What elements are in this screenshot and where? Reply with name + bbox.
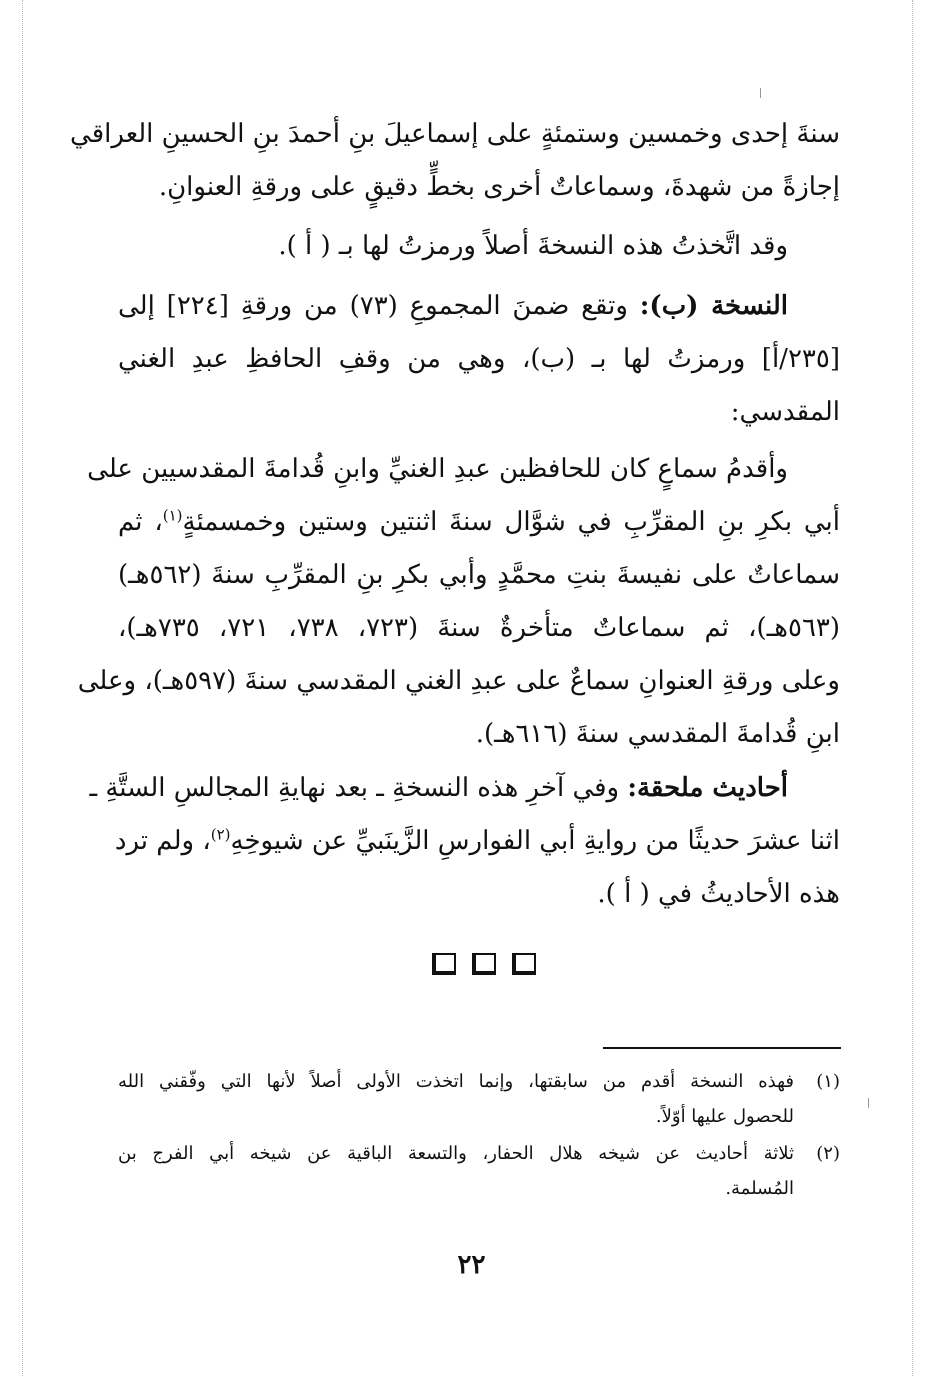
page-number: ٢٢ (457, 1250, 486, 1280)
scan-mark-side (868, 1098, 869, 1108)
ornament-square-icon (472, 953, 496, 975)
paragraph-5-line-2 (114, 815, 840, 868)
paragraph-3-line-3: المقدسي: (730, 397, 840, 427)
footnote-ref-1[interactable]: (١) (162, 506, 183, 525)
paragraph-1-line-1: سنةَ إحدى وخمسين وستمئةٍ على إسماعيلَ بنِ أحمدَ بنِ الحسينِ العراقي (70, 119, 840, 149)
footnote-1-line-2: للحصول عليها أوّلاً. (655, 1106, 794, 1127)
paragraph-3-lead: النسخة (ب): (639, 291, 789, 321)
paragraph-4-line-2 (118, 496, 840, 549)
footnote-2-line-1: ثلاثة أحاديث عن شيخه هلال الحفار، والتسعة الباقية عن شيخه أبي الفرج بن (118, 1143, 794, 1164)
footnote-body (118, 1136, 794, 1206)
ornament-square-icon (512, 953, 536, 975)
footnote-2-line-2: المُسلمة. (725, 1178, 794, 1199)
footnote-ref-2[interactable]: (٢) (210, 825, 231, 844)
footnote-2 (118, 1136, 840, 1206)
paragraph-1-line-2: إجازةً من شهدةَ، وسماعاتٌ أخرى بخطٍّ دقيقٍ على ورقةِ العنوانِ. (158, 172, 840, 202)
paragraph-4 (77, 443, 841, 761)
scan-margin-left (22, 0, 24, 1376)
footnote-1-line-1: فهذه النسخة أقدم من سابقتها، وإنما اتخذت الأولى أصلاً لأنها التي وفّقني الله (118, 1071, 794, 1092)
paragraph-4-line-2-end: ، ثم (118, 507, 163, 537)
paragraph-4-line-1: وأقدمُ سماعٍ كان للحافظين عبدِ الغنيِّ وابنِ قُدامةَ المقدسيين على (87, 454, 788, 484)
paragraph-4-line-4: (٥٦٣هـ)، ثم سماعاتٌ متأخرةٌ سنةَ (٧٢٣، ٧٣٨، ٧٢١، ٧٣٥هـ)، (118, 613, 841, 643)
footnote-number: (٢) (816, 1143, 840, 1164)
paragraph-4-line-5: وعلى ورقةِ العنوانِ سماعٌ على عبدِ الغني المقدسي سنةَ (٥٩٧هـ)، وعلى (77, 666, 840, 696)
footnote-separator (603, 1047, 841, 1049)
section-divider-ornament (432, 953, 536, 981)
paragraph-3-line-1-text: وتقع ضمنَ المجموعِ (٧٣) من ورقةِ [٢٢٤] إلى (118, 291, 640, 321)
paragraph-3-line-1 (118, 280, 840, 333)
paragraph-4-line-3: سماعاتٌ على نفيسةَ بنتِ محمَّدٍ وأبي بكرِ بنِ المقرِّبِ سنةَ (٥٦٢هـ) (118, 560, 840, 590)
ornament-square-icon (432, 953, 456, 975)
footnote-number: (١) (816, 1071, 840, 1092)
scan-mark-top (760, 88, 761, 98)
paragraph-4-line-6: ابنِ قُدامةَ المقدسي سنةَ (٦١٦هـ). (475, 719, 840, 749)
footnote-body (118, 1064, 794, 1134)
footnotes (118, 1064, 840, 1208)
paragraph-1 (70, 108, 840, 214)
paragraph-2-line-1: وقد اتَّخذتُ هذه النسخةَ أصلاً ورمزتُ لها بـ ( أ ). (278, 231, 788, 261)
paragraph-5-line-1 (89, 762, 840, 815)
paragraph-2 (118, 220, 840, 273)
paragraph-5-lead: أحاديث ملحقة: (627, 773, 788, 803)
paragraph-5-line-3: هذه الأحاديثُ في ( أ ). (597, 879, 840, 909)
paragraph-5-line-1-text: وفي آخرِ هذه النسخةِ ـ بعد نهايةِ المجالسِ الستَّةِ ـ (89, 773, 628, 803)
paragraph-4-line-2-text: أبي بكرِ بنِ المقرِّبِ في شوَّال سنةَ اثنتين وستين وخمسمئةٍ (182, 507, 841, 537)
paragraph-3-line-2: [٢٣٥/أ] ورمزتُ لها بـ (ب)، وهي من وقفِ الحافظِ عبدِ الغني (118, 344, 840, 374)
paragraph-5 (89, 762, 840, 921)
paragraph-3 (118, 280, 840, 439)
paragraph-5-line-2-end: ، ولم ترد (114, 826, 211, 856)
scan-margin-right (912, 0, 914, 1376)
footnote-1 (118, 1064, 840, 1134)
paragraph-5-line-2-text: اثنا عشرَ حديثًا من روايةِ أبي الفوارسِ الزَّينَبيِّ عن شيوخِهِ (230, 826, 840, 856)
